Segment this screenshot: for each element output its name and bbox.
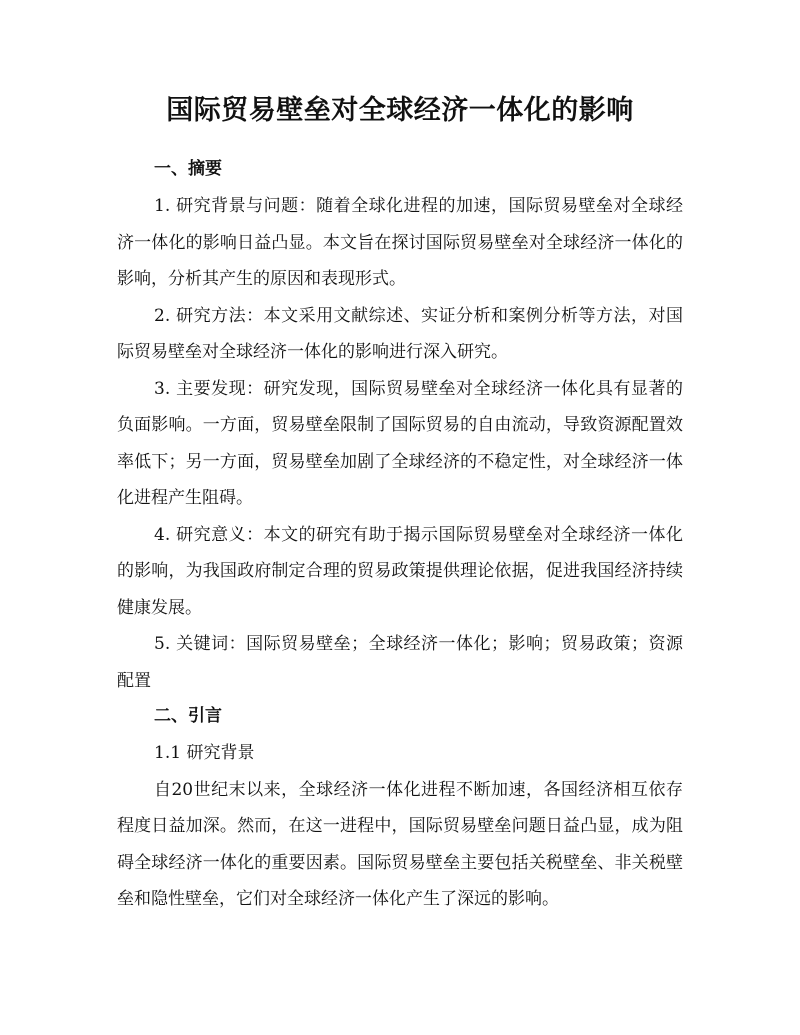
- abstract-paragraph-background: 1. 研究背景与问题：随着全球化进程的加速，国际贸易壁垒对全球经济一体化的影响日益凸显。本文旨在探讨国际贸易壁垒对全球经济一体化的影响，分析其产生的原因和表现形式。: [117, 196, 683, 289]
- abstract-paragraph-method: 2. 研究方法：本文采用文献综述、实证分析和案例分析等方法，对国际贸易壁垒对全球经济一体化的影响进行深入研究。: [117, 305, 683, 362]
- abstract-paragraph-findings: 3. 主要发现：研究发现，国际贸易壁垒对全球经济一体化具有显著的负面影响。一方面，贸易壁垒限制了国际贸易的自由流动，导致资源配置效率低下；另一方面，贸易壁垒加剧了全球经济的不稳定性，对全球经济一体化进程产生阻碍。: [117, 378, 683, 508]
- subsection-heading-background: 1.1 研究背景: [154, 743, 255, 763]
- introduction-paragraph: 自20世纪末以来，全球经济一体化进程不断加速，各国经济相互依存程度日益加深。然而，在这一进程中，国际贸易壁垒问题日益凸显，成为阻碍全球经济一体化的重要因素。国际贸易壁垒主要包括关税壁垒、非关税壁垒和隐性壁垒，它们对全球经济一体化产生了深远的影响。: [117, 779, 683, 909]
- document-page: [117, 90, 683, 918]
- abstract-paragraph-significance: 4. 研究意义：本文的研究有助于揭示国际贸易壁垒对全球经济一体化的影响，为我国政府制定合理的贸易政策提供理论依据，促进我国经济持续健康发展。: [117, 524, 683, 618]
- document-title: 国际贸易壁垒对全球经济一体化的影响: [166, 95, 634, 126]
- abstract-paragraph-keywords: 5. 关键词：国际贸易壁垒；全球经济一体化；影响；贸易政策；资源配置: [117, 634, 683, 691]
- section-heading-abstract: 一、摘要: [154, 159, 222, 179]
- section-heading-introduction: 二、引言: [154, 706, 222, 726]
